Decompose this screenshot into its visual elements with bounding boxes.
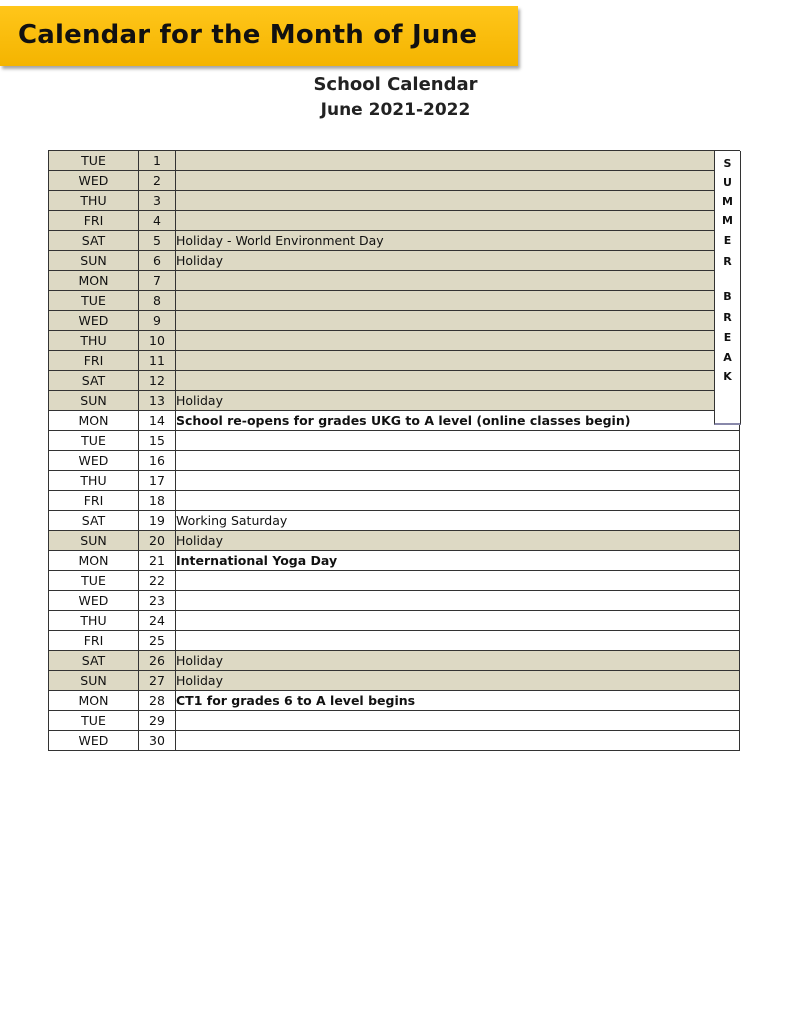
date-cell: 24 [139,611,176,631]
day-cell: SAT [49,231,139,251]
banner-title: Calendar for the Month of June [18,20,478,50]
day-cell: WED [49,451,139,471]
summer-break-label [714,151,741,425]
day-cell: SAT [49,511,139,531]
summer-break-letter: B [723,290,732,303]
date-cell: 15 [139,431,176,451]
calendar-row [49,331,740,351]
event-cell [176,711,740,731]
calendar-row [49,691,740,711]
day-cell: SUN [49,671,139,691]
event-cell: Holiday [176,531,740,551]
calendar-row [49,231,740,251]
calendar-row [49,451,740,471]
date-cell: 12 [139,371,176,391]
calendar-row [49,631,740,651]
date-cell: 29 [139,711,176,731]
date-cell: 27 [139,671,176,691]
day-cell: THU [49,331,139,351]
day-cell: WED [49,731,139,751]
calendar-row [49,371,740,391]
event-cell [176,271,740,291]
day-cell: SUN [49,531,139,551]
event-cell: Holiday [176,651,740,671]
event-cell [176,371,740,391]
date-cell: 13 [139,391,176,411]
calendar-row [49,291,740,311]
event-cell: School re-opens for grades UKG to A level (online classes begin) [176,411,740,431]
day-cell: MON [49,271,139,291]
calendar-subheading: June 2021-2022 [320,100,471,120]
date-cell: 17 [139,471,176,491]
event-cell [176,311,740,331]
calendar-row [49,211,740,231]
date-cell: 25 [139,631,176,651]
day-cell: MON [49,691,139,711]
date-cell: 2 [139,171,176,191]
day-cell: WED [49,171,139,191]
event-cell [176,211,740,231]
calendar-row [49,151,740,171]
date-cell: 30 [139,731,176,751]
event-cell [176,591,740,611]
calendar-row [49,651,740,671]
event-cell: International Yoga Day [176,551,740,571]
summer-break-letter: K [723,370,732,383]
date-cell: 4 [139,211,176,231]
summer-break-letter: R [723,255,732,268]
day-cell: TUE [49,431,139,451]
date-cell: 19 [139,511,176,531]
calendar-row [49,191,740,211]
day-cell: THU [49,471,139,491]
summer-break-letter: M [722,214,733,227]
summer-break-letter: U [723,176,732,189]
day-cell: TUE [49,291,139,311]
day-cell: TUE [49,151,139,171]
summer-break-letter: E [723,331,732,344]
date-cell: 1 [139,151,176,171]
date-cell: 18 [139,491,176,511]
day-cell: THU [49,611,139,631]
event-cell [176,611,740,631]
date-cell: 6 [139,251,176,271]
event-cell [176,171,740,191]
event-cell [176,191,740,211]
summer-break-letter: E [723,234,732,247]
event-cell [176,631,740,651]
event-cell: Holiday - World Environment Day [176,231,740,251]
calendar-row [49,511,740,531]
date-cell: 21 [139,551,176,571]
calendar-row [49,431,740,451]
event-cell [176,731,740,751]
summer-break-letter: R [723,311,732,324]
event-cell [176,151,740,171]
event-cell: CT1 for grades 6 to A level begins [176,691,740,711]
calendar-row [49,531,740,551]
calendar-row [49,711,740,731]
date-cell: 11 [139,351,176,371]
date-cell: 3 [139,191,176,211]
day-cell: SUN [49,391,139,411]
date-cell: 7 [139,271,176,291]
calendar-row [49,171,740,191]
calendar-row [49,271,740,291]
event-cell [176,431,740,451]
event-cell [176,571,740,591]
calendar-row [49,411,740,431]
date-cell: 20 [139,531,176,551]
day-cell: FRI [49,491,139,511]
day-cell: SAT [49,371,139,391]
date-cell: 23 [139,591,176,611]
date-cell: 5 [139,231,176,251]
day-cell: TUE [49,571,139,591]
day-cell: SAT [49,651,139,671]
day-cell: FRI [49,211,139,231]
date-cell: 28 [139,691,176,711]
calendar-row [49,251,740,271]
day-cell: SUN [49,251,139,271]
calendar-row [49,611,740,631]
event-cell: Holiday [176,391,740,411]
day-cell: THU [49,191,139,211]
calendar-row [49,391,740,411]
event-cell: Holiday [176,671,740,691]
event-cell [176,451,740,471]
calendar-row [49,351,740,371]
day-cell: WED [49,591,139,611]
date-cell: 16 [139,451,176,471]
calendar-row [49,471,740,491]
date-cell: 9 [139,311,176,331]
date-cell: 8 [139,291,176,311]
day-cell: MON [49,551,139,571]
day-cell: WED [49,311,139,331]
day-cell: FRI [49,351,139,371]
date-cell: 10 [139,331,176,351]
date-cell: 14 [139,411,176,431]
calendar-table [48,150,740,751]
calendar-row [49,311,740,331]
calendar-row [49,591,740,611]
event-cell: Working Saturday [176,511,740,531]
calendar-row [49,491,740,511]
calendar-row [49,551,740,571]
day-cell: FRI [49,631,139,651]
event-cell [176,471,740,491]
calendar-row [49,671,740,691]
date-cell: 26 [139,651,176,671]
calendar-row [49,571,740,591]
date-cell: 22 [139,571,176,591]
event-cell [176,491,740,511]
calendar-row [49,731,740,751]
event-cell: Holiday [176,251,740,271]
calendar-heading: School Calendar [313,74,478,95]
event-cell [176,331,740,351]
page-banner [0,6,518,66]
day-cell: TUE [49,711,139,731]
summer-break-letter: A [723,351,732,364]
summer-break-letter: M [722,195,733,208]
day-cell: MON [49,411,139,431]
event-cell [176,291,740,311]
event-cell [176,351,740,371]
summer-break-letter: S [723,157,732,170]
